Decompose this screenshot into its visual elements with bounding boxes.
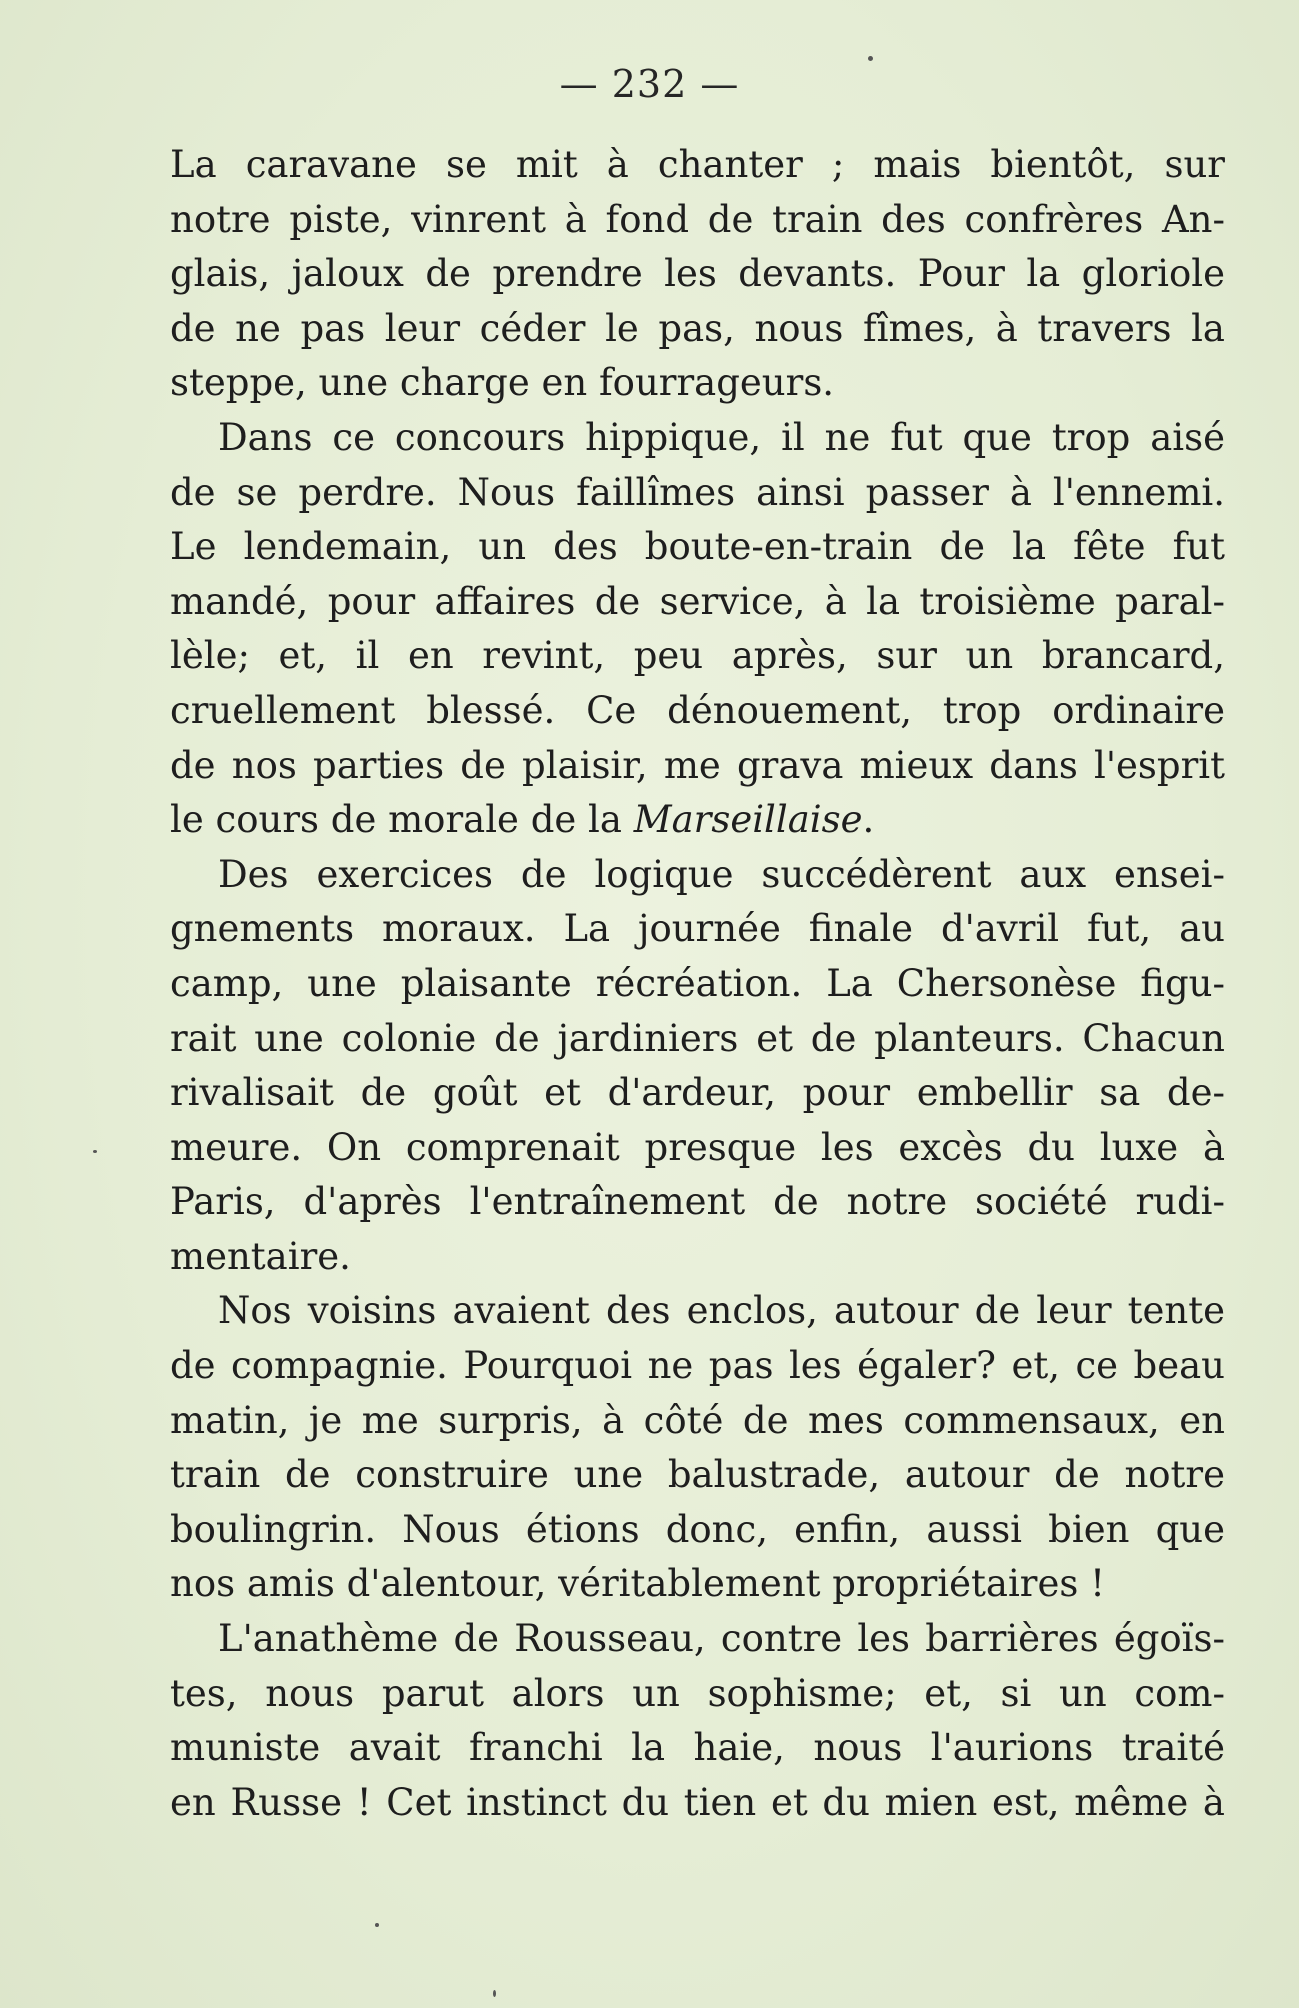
text-line xyxy=(170,1557,1225,1612)
text-line xyxy=(170,793,1225,848)
text-line xyxy=(170,1721,1225,1776)
text-line-content: tes, nous parut alors un sophisme; et, si un com- xyxy=(170,1671,1225,1715)
text-line-content: glais, jaloux de prendre les devants. Pour la gloriole xyxy=(170,252,1225,296)
text-line xyxy=(170,1339,1225,1394)
paper-speck xyxy=(375,1923,379,1927)
text-line-content: meure. On comprenait presque les excès du luxe à xyxy=(170,1125,1225,1169)
text-line xyxy=(170,1012,1225,1067)
text-line-content: de se perdre. Nous faillîmes ainsi passer à l'ennemi. xyxy=(170,470,1225,514)
text-line-content: camp, une plaisante récréation. La Chersonèse figu- xyxy=(170,961,1225,1005)
italic-title: Marseillaise xyxy=(633,798,863,842)
text-line xyxy=(170,1121,1225,1176)
text-line-content: de compagnie. Pourquoi ne pas les égaler? et, ce beau xyxy=(170,1344,1225,1388)
text-line xyxy=(170,411,1225,466)
text-line xyxy=(170,193,1225,248)
text-line xyxy=(170,957,1225,1012)
text-line-content: muniste avait franchi la haie, nous l'aurions traité xyxy=(170,1726,1225,1770)
text-line xyxy=(170,1776,1225,1831)
paper-speck xyxy=(493,1990,496,1997)
text-line-content: notre piste, vinrent à fond de train des confrères An- xyxy=(170,197,1225,241)
text-line-content: Paris, d'après l'entraînement de notre société rudi- xyxy=(170,1180,1225,1224)
text-line-content: de nos parties de plaisir, me grava mieux dans l'esprit xyxy=(170,743,1225,787)
paper-speck xyxy=(868,56,873,61)
text-line-content: le cours de morale de la xyxy=(170,798,634,842)
text-line xyxy=(170,356,1225,411)
text-line xyxy=(170,575,1225,630)
text-line xyxy=(170,1230,1225,1285)
text-line xyxy=(170,302,1225,357)
body-text xyxy=(170,138,1225,1830)
text-line-content: nos amis d'alentour, véritablement propriétaires ! xyxy=(170,1562,1105,1606)
text-line xyxy=(170,1667,1225,1722)
text-line-content: Dans ce concours hippique, il ne fut que trop aisé xyxy=(218,415,1225,459)
text-line-content: cruellement blessé. Ce dénouement, trop ordinaire xyxy=(170,688,1225,732)
text-line xyxy=(170,520,1225,575)
text-line-content: train de construire une balustrade, autour de notre xyxy=(170,1453,1225,1497)
text-line xyxy=(170,684,1225,739)
text-line xyxy=(170,1175,1225,1230)
text-line xyxy=(170,1284,1225,1339)
text-line-content: rivalisait de goût et d'ardeur, pour embellir sa de- xyxy=(170,1071,1225,1115)
text-line xyxy=(170,1448,1225,1503)
text-line-content: Des exercices de logique succédèrent aux ensei- xyxy=(218,852,1225,896)
text-line-content: steppe, une charge en fourrageurs. xyxy=(170,361,835,405)
text-line xyxy=(170,629,1225,684)
text-line xyxy=(170,902,1225,957)
text-line-content: en Russe ! Cet instinct du tien et du mien est, même à xyxy=(170,1780,1225,1824)
text-line xyxy=(170,247,1225,302)
text-line xyxy=(170,138,1225,193)
text-line xyxy=(170,1612,1225,1667)
text-line-content: Le lendemain, un des boute-en-train de la fête fut xyxy=(170,525,1225,569)
text-line-content: rait une colonie de jardiniers et de planteurs. Chacun xyxy=(170,1016,1225,1060)
paper-speck xyxy=(93,1150,97,1153)
text-line xyxy=(170,1394,1225,1449)
text-line-content: lèle; et, il en revint, peu après, sur un brancard, xyxy=(170,634,1225,678)
text-line-content: boulingrin. Nous étions donc, enfin, aussi bien que xyxy=(170,1507,1225,1551)
page-number: — 232 — xyxy=(559,62,740,106)
text-line xyxy=(170,1066,1225,1121)
text-line-content: matin, je me surpris, à côté de mes commensaux, en xyxy=(170,1398,1225,1442)
text-line xyxy=(170,466,1225,521)
text-line xyxy=(170,739,1225,794)
text-line-content: gnements moraux. La journée finale d'avril fut, au xyxy=(170,907,1225,951)
text-line xyxy=(170,1503,1225,1558)
text-line-content: L'anathème de Rousseau, contre les barrières égoïs- xyxy=(218,1617,1225,1661)
trailing-punctuation: . xyxy=(862,798,875,842)
text-line-content: Nos voisins avaient des enclos, autour de leur tente xyxy=(218,1289,1225,1333)
text-line-content: de ne pas leur céder le pas, nous fîmes, à travers la xyxy=(170,306,1225,350)
text-line-content: mandé, pour affaires de service, à la troisième paral- xyxy=(170,579,1225,623)
text-line-content: mentaire. xyxy=(170,1234,351,1278)
text-line-content: La caravane se mit à chanter ; mais bientôt, sur xyxy=(170,143,1225,186)
text-line xyxy=(170,848,1225,903)
